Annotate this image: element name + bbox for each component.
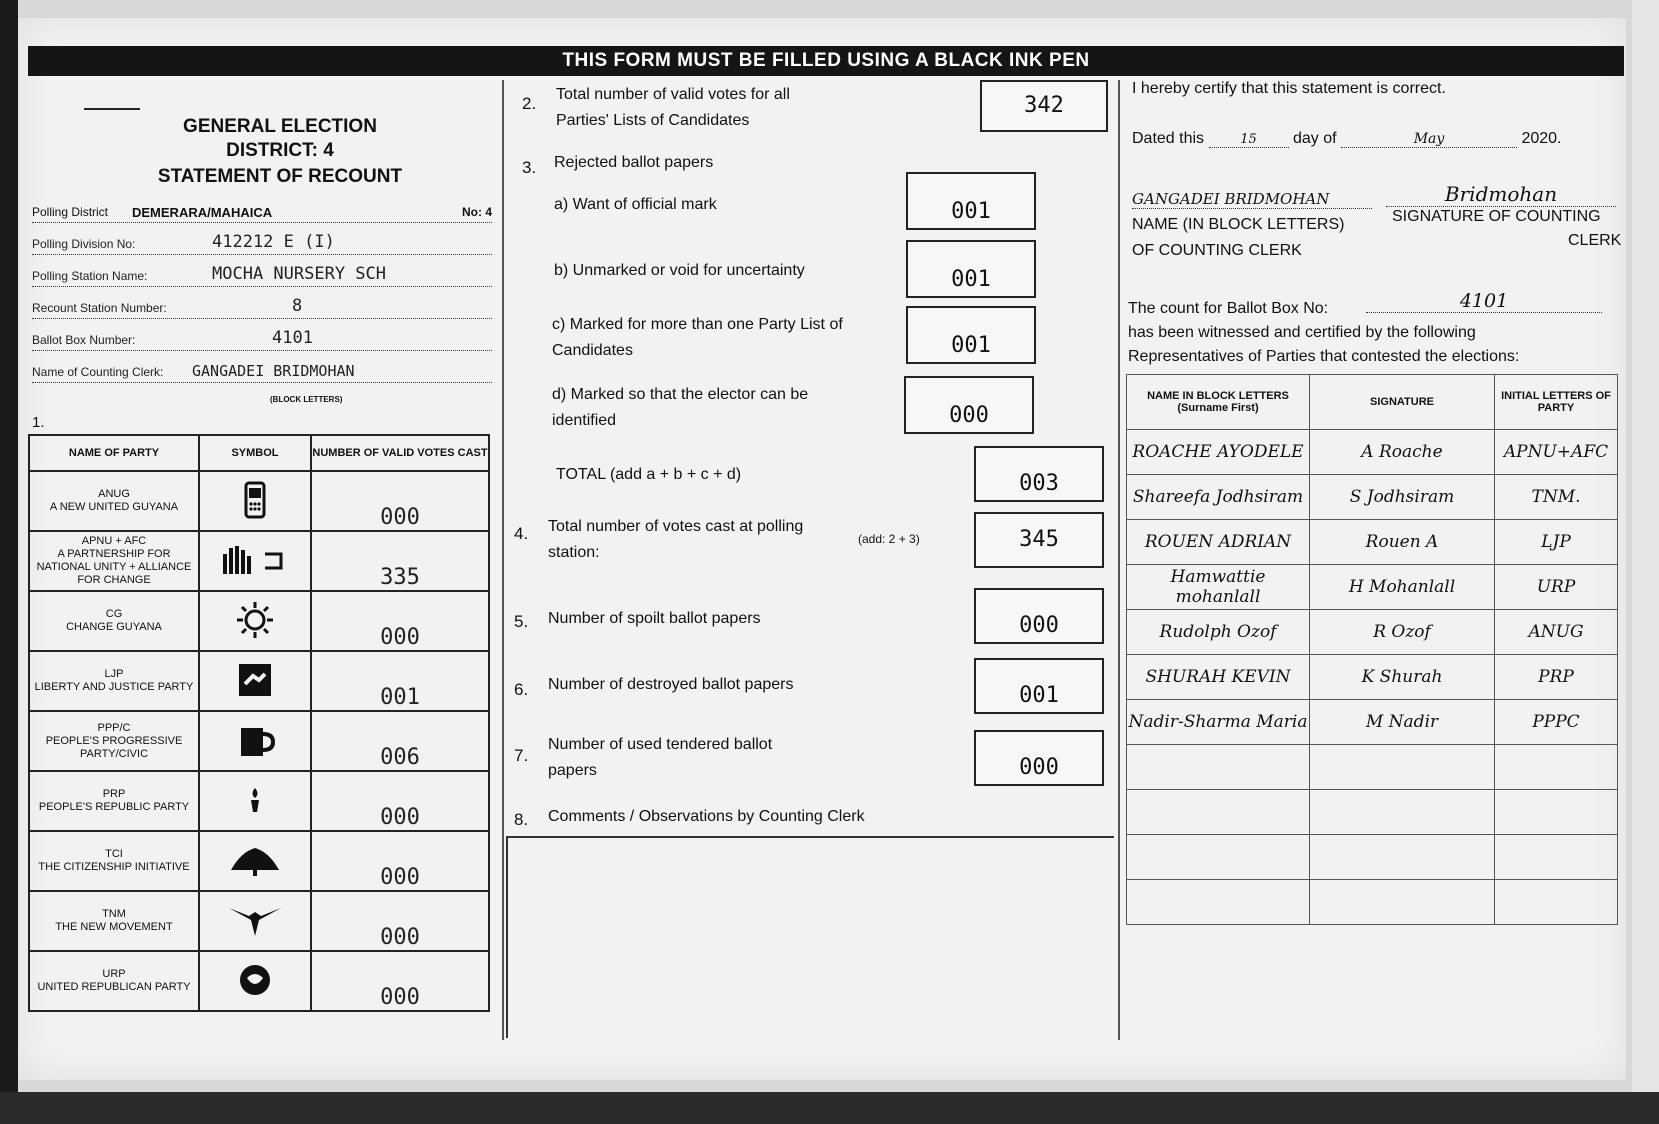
divider-right [1118, 80, 1120, 1040]
rep-party: APNU+AFC [1495, 430, 1618, 475]
party-votes: 000 [311, 891, 489, 951]
rep-party: URP [1495, 565, 1618, 610]
q3d-value-box: 000 [904, 376, 1034, 434]
party-abbr: TCI [105, 848, 123, 860]
party-name: THE CITIZENSHIP INITIATIVE [38, 861, 190, 873]
sun-icon [235, 600, 275, 640]
rep-party: ANUG [1495, 610, 1618, 655]
total-value-box: 003 [974, 446, 1104, 502]
polling-station-value: MOCHA NURSERY SCH [212, 264, 386, 284]
form-title: GENERAL ELECTION [183, 116, 377, 137]
table-row [1127, 745, 1618, 790]
party-abbr: ANUG [98, 488, 130, 500]
table-row [1127, 700, 1618, 745]
rep-signature: H Mohanlall [1310, 565, 1495, 610]
rep-header-party: INITIAL LETTERS OF PARTY [1495, 375, 1618, 430]
dated-year: 2020. [1521, 130, 1562, 147]
q7-text-line1: Number of used tendered ballot [548, 736, 773, 753]
phone-icon [235, 480, 275, 520]
q8-number: 8. [514, 810, 529, 829]
form-banner: THIS FORM MUST BE FILLED USING A BLACK INK PEN [28, 46, 1624, 76]
polling-division-label: Polling Division No: [32, 237, 136, 251]
party-name: A PARTNERSHIP FOR NATIONAL UNITY + ALLIANCE FOR CHANGE [36, 548, 192, 586]
comments-area [506, 836, 1114, 1038]
party-representatives-table [1126, 374, 1618, 925]
emblem-icon [235, 960, 275, 1000]
polling-district-label: Polling District [32, 205, 109, 219]
pen-mark [84, 108, 140, 110]
party-abbr: TNM [102, 908, 126, 920]
witness-line2: Representatives of Parties that contested the elections: [1128, 348, 1520, 365]
party-abbr: PRP [102, 788, 126, 800]
rep-name: Nadir-Sharma Maria [1127, 700, 1310, 745]
ballot-box-value: 4101 [272, 328, 313, 348]
certify-text: I hereby certify that this statement is correct. [1132, 80, 1446, 97]
q7-number: 7. [514, 746, 529, 765]
count-value: 4101 [1366, 290, 1602, 313]
recount-station-label: Recount Station Number: [32, 301, 167, 315]
party-votes: 000 [311, 471, 489, 531]
q3c-text-line2: Candidates [552, 342, 633, 359]
rep-name: ROACHE AYODELE [1127, 430, 1310, 475]
sig-label-line1: SIGNATURE OF COUNTING [1392, 208, 1601, 225]
q5-value-box: 000 [974, 588, 1104, 644]
rep-signature: M Nadir [1310, 700, 1495, 745]
polling-district-field [32, 198, 492, 223]
rep-party: LJP [1495, 520, 1618, 565]
party-name: PEOPLE'S REPUBLIC PARTY [38, 801, 190, 813]
table-row [29, 471, 489, 531]
polling-station-label: Polling Station Name: [32, 269, 148, 283]
q3d-text-line2: identified [552, 412, 617, 429]
q2-text-line1: Total number of valid votes for all [556, 86, 790, 103]
rep-name: ROUEN ADRIAN [1127, 520, 1310, 565]
rep-header-signature: SIGNATURE [1310, 375, 1495, 430]
party-votes: 006 [311, 711, 489, 771]
divider-left [502, 80, 504, 1040]
q3-number: 3. [522, 158, 537, 177]
name-label-line1: NAME (IN BLOCK LETTERS) [1132, 216, 1345, 233]
q6-number: 6. [514, 680, 529, 699]
q6-value-box: 001 [974, 658, 1104, 714]
party-votes: 001 [311, 651, 489, 711]
table-row [1127, 610, 1618, 655]
ballot-box-label: Ballot Box Number: [32, 333, 136, 347]
party-votes: 000 [311, 591, 489, 651]
col-header-party: NAME OF PARTY [29, 435, 199, 471]
table-row [29, 891, 489, 951]
rep-party: TNM. [1495, 475, 1618, 520]
recount-station-field [32, 294, 492, 319]
dated-label: Dated this [1132, 130, 1205, 147]
section-1-number: 1. [32, 414, 45, 431]
q3a-text: a) Want of official mark [554, 196, 717, 213]
rep-signature: S Jodhsiram [1310, 475, 1495, 520]
q4-text-line1: Total number of votes cast at polling [548, 518, 804, 535]
rep-party: PRP [1495, 655, 1618, 700]
table-row [29, 951, 489, 1011]
col-header-symbol: SYMBOL [199, 435, 311, 471]
q5-text: Number of spoilt ballot papers [548, 610, 761, 627]
witness-line1: has been witnessed and certified by the following [1128, 324, 1476, 341]
form-subtitle: STATEMENT OF RECOUNT [157, 166, 403, 187]
q4-value-box: 345 [974, 512, 1104, 568]
cup-icon [235, 720, 275, 760]
party-abbr: APNU + AFC [81, 535, 147, 547]
total-text: TOTAL (add a + b + c + d) [556, 466, 742, 483]
q4-number: 4. [514, 524, 529, 543]
party-votes-table [28, 434, 490, 1012]
tree-icon [227, 840, 283, 880]
party-votes: 335 [311, 531, 489, 591]
party-abbr: URP [102, 968, 126, 980]
dated-line [1132, 130, 1592, 152]
party-votes: 000 [311, 831, 489, 891]
col-header-votes: NUMBER OF VALID VOTES CAST [311, 435, 489, 471]
table-row [1127, 430, 1618, 475]
rep-name: Shareefa Jodhsiram [1127, 475, 1310, 520]
table-row [29, 831, 489, 891]
dated-month: May [1341, 131, 1517, 148]
clerk-signature: Bridmohan [1386, 182, 1616, 207]
counting-clerk-label: Name of Counting Clerk: [32, 365, 164, 379]
sig-label-line2: CLERK [1568, 232, 1622, 249]
count-label: The count for Ballot Box No: [1128, 300, 1329, 317]
scan-edge-bottom [0, 1092, 1659, 1124]
table-row [29, 531, 489, 591]
table-row [29, 771, 489, 831]
q7-text-line2: papers [548, 762, 597, 779]
table-row [1127, 835, 1618, 880]
party-name: A NEW UNITED GUYANA [49, 501, 179, 513]
party-name: PEOPLE'S PROGRESSIVE PARTY/CIVIC [45, 734, 183, 760]
table-row [29, 591, 489, 651]
q6-text: Number of destroyed ballot papers [548, 676, 794, 693]
table-row [1127, 520, 1618, 565]
table-row [29, 711, 489, 771]
rep-party: PPPC [1495, 700, 1618, 745]
q3-text: Rejected ballot papers [554, 154, 714, 171]
party-name: UNITED REPUBLICAN PARTY [37, 981, 191, 993]
rep-signature: R Ozof [1310, 610, 1495, 655]
party-votes: 000 [311, 771, 489, 831]
rep-signature: Rouen A [1310, 520, 1495, 565]
name-label-line2: OF COUNTING CLERK [1132, 242, 1302, 259]
hand-icon [215, 540, 295, 580]
scan-edge-left [0, 0, 18, 1124]
q3d-text-line1: d) Marked so that the elector can be [552, 386, 809, 403]
scan-edge-right [1632, 0, 1659, 1124]
q5-number: 5. [514, 612, 529, 631]
block-letters-note: (BLOCK LETTERS) [270, 395, 343, 404]
ballot-box-field [32, 326, 492, 351]
q7-value-box: 000 [974, 730, 1104, 786]
counting-clerk-field [32, 358, 492, 383]
party-abbr: CG [105, 608, 123, 620]
table-row [1127, 655, 1618, 700]
polling-district-no: No: 4 [462, 205, 492, 219]
party-abbr: LJP [104, 668, 124, 680]
polling-station-field [32, 262, 492, 287]
q8-text: Comments / Observations by Counting Clerk [548, 808, 865, 825]
handshake-icon [235, 660, 275, 700]
q3b-text: b) Unmarked or void for uncertainty [554, 262, 805, 279]
party-name: CHANGE GUYANA [66, 621, 162, 633]
recount-station-value: 8 [292, 296, 303, 316]
polling-division-field [32, 230, 492, 255]
q4-text-line2: station: [548, 544, 600, 561]
q2-number: 2. [522, 94, 537, 113]
rep-signature: A Roache [1310, 430, 1495, 475]
party-name: LIBERTY AND JUSTICE PARTY [34, 681, 194, 693]
q4-note: (add: 2 + 3) [858, 532, 920, 546]
eagle-icon [227, 900, 283, 940]
q3a-value-box: 001 [906, 172, 1036, 230]
clerk-name-handwritten: GANGADEI BRIDMOHAN [1132, 190, 1372, 209]
party-abbr: PPP/C [97, 721, 131, 734]
table-row [1127, 565, 1618, 610]
rep-signature: K Shurah [1310, 655, 1495, 700]
form-district: DISTRICT: 4 [226, 140, 334, 161]
q3b-value-box: 001 [906, 240, 1036, 298]
torch-icon [235, 780, 275, 820]
polling-division-value: 412212 E (I) [212, 232, 335, 252]
q2-value-box: 342 [980, 80, 1108, 132]
table-row [1127, 790, 1618, 835]
rep-header-name: NAME IN BLOCK LETTERS (Surname First) [1127, 375, 1310, 430]
rep-name: Hamwattie mohanlall [1127, 565, 1310, 610]
table-row [1127, 475, 1618, 520]
q3c-text-line1: c) Marked for more than one Party List of [552, 316, 843, 333]
table-row [1127, 880, 1618, 925]
q2-text-line2: Parties' Lists of Candidates [556, 112, 750, 129]
table-row [29, 651, 489, 711]
party-votes: 000 [311, 951, 489, 1011]
q3c-value-box: 001 [906, 306, 1036, 364]
counting-clerk-value: GANGADEI BRIDMOHAN [192, 362, 355, 380]
rep-name: Rudolph Ozof [1127, 610, 1310, 655]
day-of-label: day of [1292, 130, 1337, 147]
polling-district-value: DEMERARA/MAHAICA [132, 205, 273, 220]
party-name: THE NEW MOVEMENT [55, 921, 173, 933]
rep-name: SHURAH KEVIN [1127, 655, 1310, 700]
dated-day: 15 [1209, 132, 1289, 148]
